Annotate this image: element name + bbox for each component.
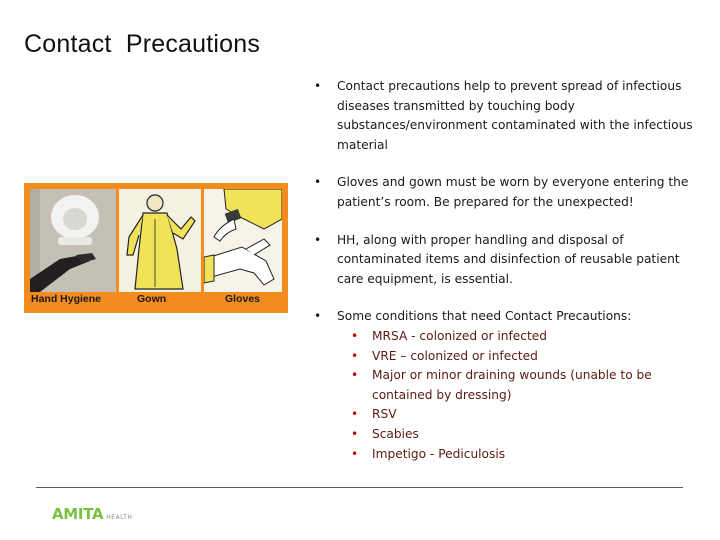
gloves-illustration [204,189,282,292]
bullet-text-before: Gloves and gown must be worn by [337,175,553,190]
bullet-item [314,231,706,290]
footer-divider [36,487,683,488]
slide-title: Contact Precautions [24,30,261,58]
bullet-marker: • [314,175,322,190]
bullet-marker: • [314,79,322,93]
condition-item: • VRE – colonized or infected [351,348,538,363]
bullet-emphasis: everyone [552,175,610,190]
bullet-item [314,307,706,464]
condition-item: • Scabies [351,426,419,441]
bullet-text: Contact precautions help to prevent spread of infectious diseases transmitted by touching body substances/environment contaminated with the infectious material [337,79,693,152]
condition-item: • RSV [351,407,397,422]
bullet-item [314,173,706,212]
logo-subtitle: HEALTH [106,514,133,521]
condition-item: • Impetigo - Pediculosis [351,446,506,461]
bullet-marker: • [314,232,322,247]
hand-hygiene-photo [30,189,116,292]
bullet-text: HH, along with proper handling and disposal of contaminated items and disinfection of reusable patient care equipment, is essential. [337,232,680,286]
precautions-image-panel [24,183,288,313]
bullet-list [314,77,706,464]
logo-wordmark: AMITA [52,505,104,523]
bullet-item [314,77,706,155]
gloves-label: Gloves [225,293,261,305]
gown-label: Gown [137,293,167,305]
gown-illustration [119,189,201,292]
bullet-text: Some conditions that need Contact Precautions: [337,309,632,324]
amita-health-logo [52,505,132,521]
bullet-marker: • [314,309,322,324]
condition-item: • Major or minor draining wounds (unable to be contained by dressing) [351,368,652,402]
bullet-text-after: entering the patient’s room. Be prepared for the unexpected! [337,175,689,209]
condition-item: • MRSA - colonized or infected [351,328,547,343]
hand-hygiene-label: Hand Hygiene [31,293,102,305]
conditions-list [337,327,706,464]
